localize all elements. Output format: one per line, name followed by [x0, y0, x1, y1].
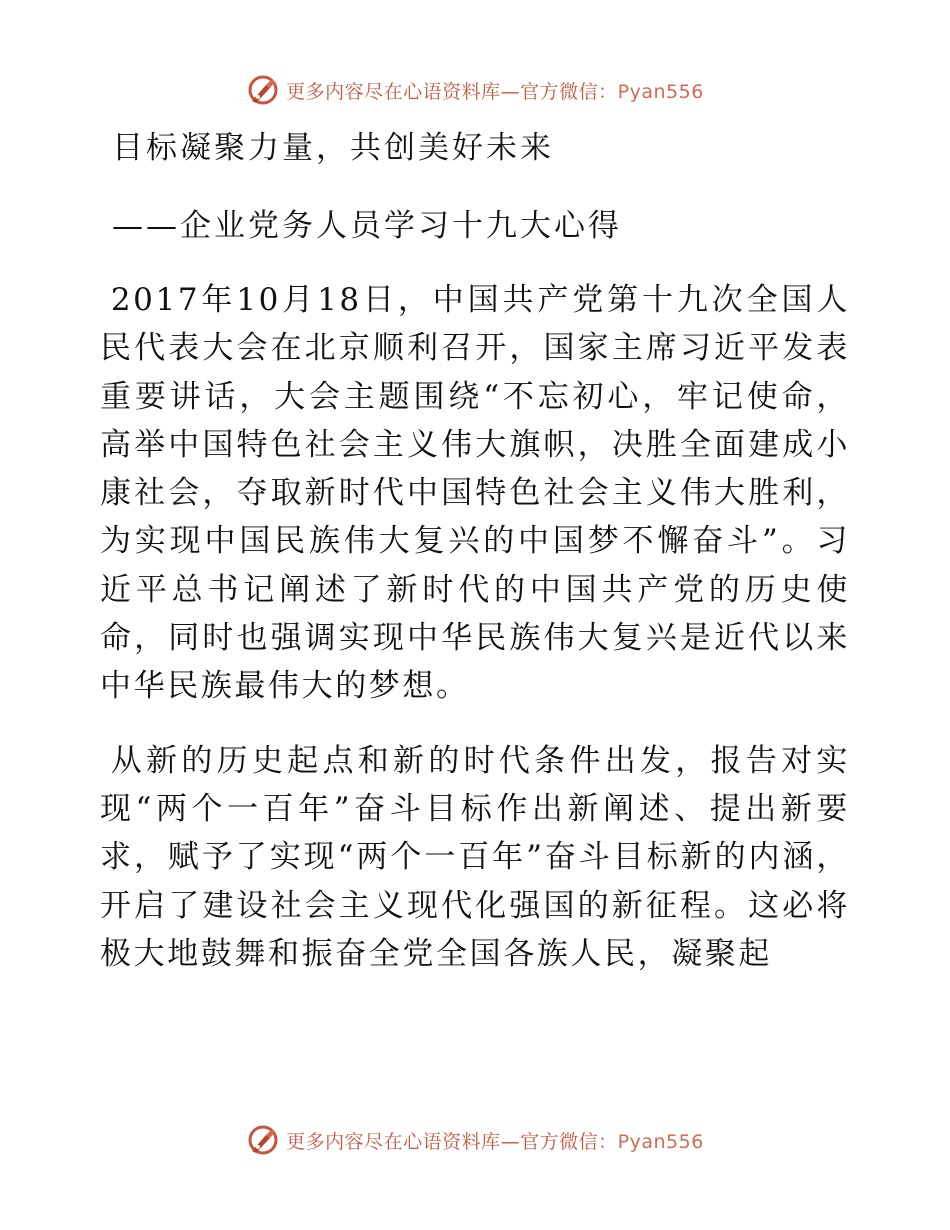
watermark-wechat-id: Pyan556: [617, 80, 704, 103]
watermark-label: 更多内容尽在心语资料库—官方微信：: [286, 80, 618, 103]
watermark-text: [286, 77, 704, 104]
watermark-text: [286, 1127, 704, 1154]
pen-circle-logo-icon: [246, 73, 280, 107]
document-body: [100, 124, 850, 1004]
watermark-label: 更多内容尽在心语资料库—官方微信：: [286, 1130, 618, 1153]
paragraph-1: 2017年10月18日，中国共产党第十九次全国人民代表大会在北京顺利召开，国家主席习近平发表重要讲话，大会主题围绕“不忘初心，牢记使命，高举中国特色社会主义伟大旗帜，决胜全面建成小康社会，夺取新时代中国特色社会主义伟大胜利，为实现中国民族伟大复兴的中国梦不懈奋斗”。习近平总书记阐述了新时代的中国共产党的历史使命，同时也强调实现中华民族伟大复兴是近代以来中华民族最伟大的梦想。: [100, 282, 850, 705]
article-title: 目标凝聚力量，共创美好未来: [112, 130, 554, 166]
watermark-wechat-id: Pyan556: [617, 1130, 704, 1153]
watermark-banner-top: [0, 70, 950, 110]
article-subtitle: ——企业党务人员学习十九大心得: [112, 208, 622, 244]
watermark-banner-bottom: [0, 1120, 950, 1160]
paragraph-2: 从新的历史起点和新的时代条件出发，报告对实现“两个一百年”奋斗目标作出新阐述、提出新要求，赋予了实现“两个一百年”奋斗目标新的内涵，开启了建设社会主义现代化强国的新征程。这必将极大地鼓舞和振奋全党全国各族人民，凝聚起: [100, 742, 850, 972]
pen-circle-logo-icon: [246, 1123, 280, 1157]
